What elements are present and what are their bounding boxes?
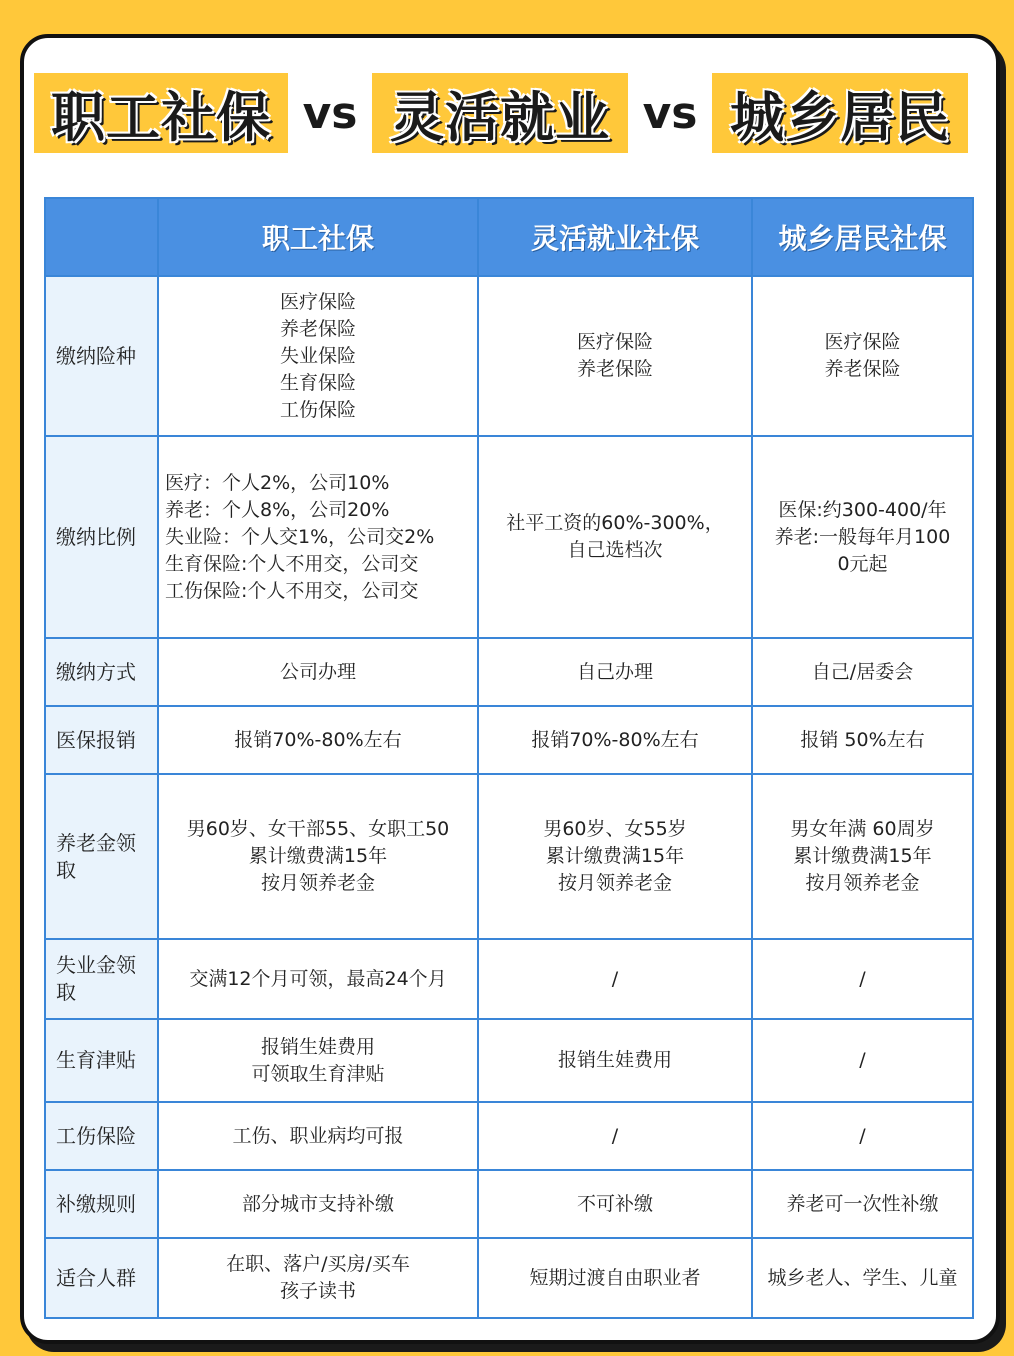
header-resident: 城乡居民社保 — [752, 198, 973, 276]
cell-line: 0元起 — [837, 552, 888, 575]
cell-flexible — [478, 638, 752, 706]
header-empty — [45, 198, 158, 276]
cell-flexible — [478, 276, 752, 436]
cell-resident — [752, 1170, 973, 1238]
cell-line: 养老：个人8%，公司20% — [165, 498, 390, 521]
cell-line: 男女年满 60周岁 — [790, 818, 935, 840]
cell-line: 失业保险 — [279, 344, 356, 367]
cell-flexible — [478, 1170, 752, 1238]
title-vs-2: vs — [642, 87, 698, 139]
row-label: 养老金领取 — [45, 774, 158, 939]
cell-line: / — [859, 1124, 866, 1147]
row-label: 缴纳险种 — [45, 276, 158, 436]
title-part-flexible: 灵活就业 — [372, 73, 628, 153]
table-row — [45, 276, 973, 436]
cell-line: 医保:约300-400/年 — [778, 498, 947, 521]
row-label: 适合人群 — [45, 1238, 158, 1318]
row-label: 失业金领取 — [45, 939, 158, 1019]
cell-flexible — [478, 706, 752, 774]
table-row — [45, 638, 973, 706]
row-label: 生育津贴 — [45, 1019, 158, 1102]
cell-line: / — [611, 1124, 619, 1147]
cell-resident — [752, 436, 973, 638]
cell-line: 累计缴费满15年 — [248, 845, 388, 867]
header-employee: 职工社保 — [158, 198, 478, 276]
cell-resident — [752, 638, 973, 706]
cell-line: 按月领养老金 — [805, 872, 920, 894]
cell-line: 累计缴费满15年 — [793, 845, 932, 867]
cell-flexible — [478, 1102, 752, 1170]
table-row — [45, 706, 973, 774]
cell-line: 在职、落户/买房/买车 — [226, 1253, 410, 1275]
cell-line: 报销 50%左右 — [800, 728, 925, 751]
cell-line: 短期过渡自由职业者 — [529, 1266, 701, 1289]
title-part-employee: 职工社保 — [34, 73, 288, 153]
cell-employee — [158, 276, 478, 436]
cell-line: 自己/居委会 — [811, 660, 914, 683]
cell-line: / — [859, 967, 866, 990]
cell-line: 养老可一次性补缴 — [786, 1192, 939, 1215]
cell-employee — [158, 638, 478, 706]
cell-flexible — [478, 939, 752, 1019]
cell-line: 养老保险 — [576, 358, 653, 380]
cell-line: 报销生娃费用 — [557, 1049, 672, 1071]
cell-flexible — [478, 774, 752, 939]
cell-line: 按月领养老金 — [260, 872, 375, 894]
cell-line: 报销70%-80%左右 — [531, 728, 699, 751]
cell-resident — [752, 939, 973, 1019]
cell-line: 按月领养老金 — [557, 872, 672, 894]
table-header-row — [45, 198, 973, 276]
cell-line: 报销生娃费用 — [260, 1035, 375, 1058]
cell-line: / — [611, 967, 619, 990]
cell-line: 交满12个月可领，最高24个月 — [189, 967, 447, 990]
title-banner — [34, 72, 974, 154]
cell-line: 男60岁、女干部55、女职工50 — [186, 818, 450, 840]
cell-resident — [752, 1238, 973, 1318]
cell-line: 医疗保险 — [824, 331, 901, 353]
cell-resident — [752, 1102, 973, 1170]
cell-line: 累计缴费满15年 — [545, 845, 685, 867]
cell-employee — [158, 1019, 478, 1102]
cell-line: 工伤、职业病均可报 — [232, 1124, 404, 1147]
row-label: 工伤保险 — [45, 1102, 158, 1170]
cell-line: 男60岁、女55岁 — [543, 818, 687, 840]
cell-employee — [158, 774, 478, 939]
cell-employee — [158, 1102, 478, 1170]
cell-line: 不可补缴 — [576, 1192, 653, 1215]
cell-resident — [752, 706, 973, 774]
comparison-table — [44, 197, 974, 1319]
table-row — [45, 774, 973, 939]
cell-line: 城乡老人、学生、儿童 — [767, 1266, 958, 1289]
cell-resident — [752, 1019, 973, 1102]
row-label: 缴纳比例 — [45, 436, 158, 638]
cell-flexible — [478, 1019, 752, 1102]
cell-line: 养老保险 — [824, 358, 901, 380]
table-row — [45, 1019, 973, 1102]
cell-employee — [158, 1170, 478, 1238]
cell-line: 医疗：个人2%，公司10% — [165, 471, 390, 494]
cell-line: 失业险：个人交1%，公司交2% — [165, 525, 435, 548]
cell-line: / — [859, 1049, 866, 1071]
cell-flexible — [478, 1238, 752, 1318]
title-part-resident: 城乡居民 — [712, 73, 968, 153]
table-row — [45, 1102, 973, 1170]
cell-line: 工伤保险:个人不用交，公司交 — [165, 579, 419, 602]
cell-employee — [158, 1238, 478, 1318]
cell-line: 养老:一般每年月100 — [774, 525, 951, 548]
cell-line: 报销70%-80%左右 — [234, 728, 402, 751]
cell-employee — [158, 706, 478, 774]
cell-line: 工伤保险 — [279, 398, 356, 421]
cell-line: 可领取生育津贴 — [251, 1062, 385, 1085]
cell-line: 医疗保险 — [279, 290, 356, 313]
title-vs-1: vs — [302, 87, 358, 139]
cell-resident — [752, 774, 973, 939]
table-row — [45, 939, 973, 1019]
cell-line: 生育保险 — [279, 371, 356, 394]
cell-line: 医疗保险 — [576, 331, 653, 353]
cell-employee — [158, 939, 478, 1019]
cell-flexible — [478, 436, 752, 638]
cell-employee — [158, 436, 478, 638]
cell-line: 公司办理 — [279, 660, 356, 683]
table-row — [45, 1170, 973, 1238]
cell-line: 自己办理 — [576, 660, 653, 683]
header-flexible: 灵活就业社保 — [478, 198, 752, 276]
cell-line: 社平工资的60%-300%， — [506, 512, 724, 534]
cell-line: 部分城市支持补缴 — [241, 1192, 394, 1215]
row-label: 医保报销 — [45, 706, 158, 774]
table-row — [45, 1238, 973, 1318]
cell-line: 自己选档次 — [567, 539, 663, 561]
row-label: 补缴规则 — [45, 1170, 158, 1238]
cell-line: 养老保险 — [279, 317, 356, 340]
row-label: 缴纳方式 — [45, 638, 158, 706]
cell-resident — [752, 276, 973, 436]
table-row — [45, 436, 973, 638]
cell-line: 生育保险:个人不用交，公司交 — [165, 552, 419, 575]
cell-line: 孩子读书 — [279, 1280, 356, 1302]
